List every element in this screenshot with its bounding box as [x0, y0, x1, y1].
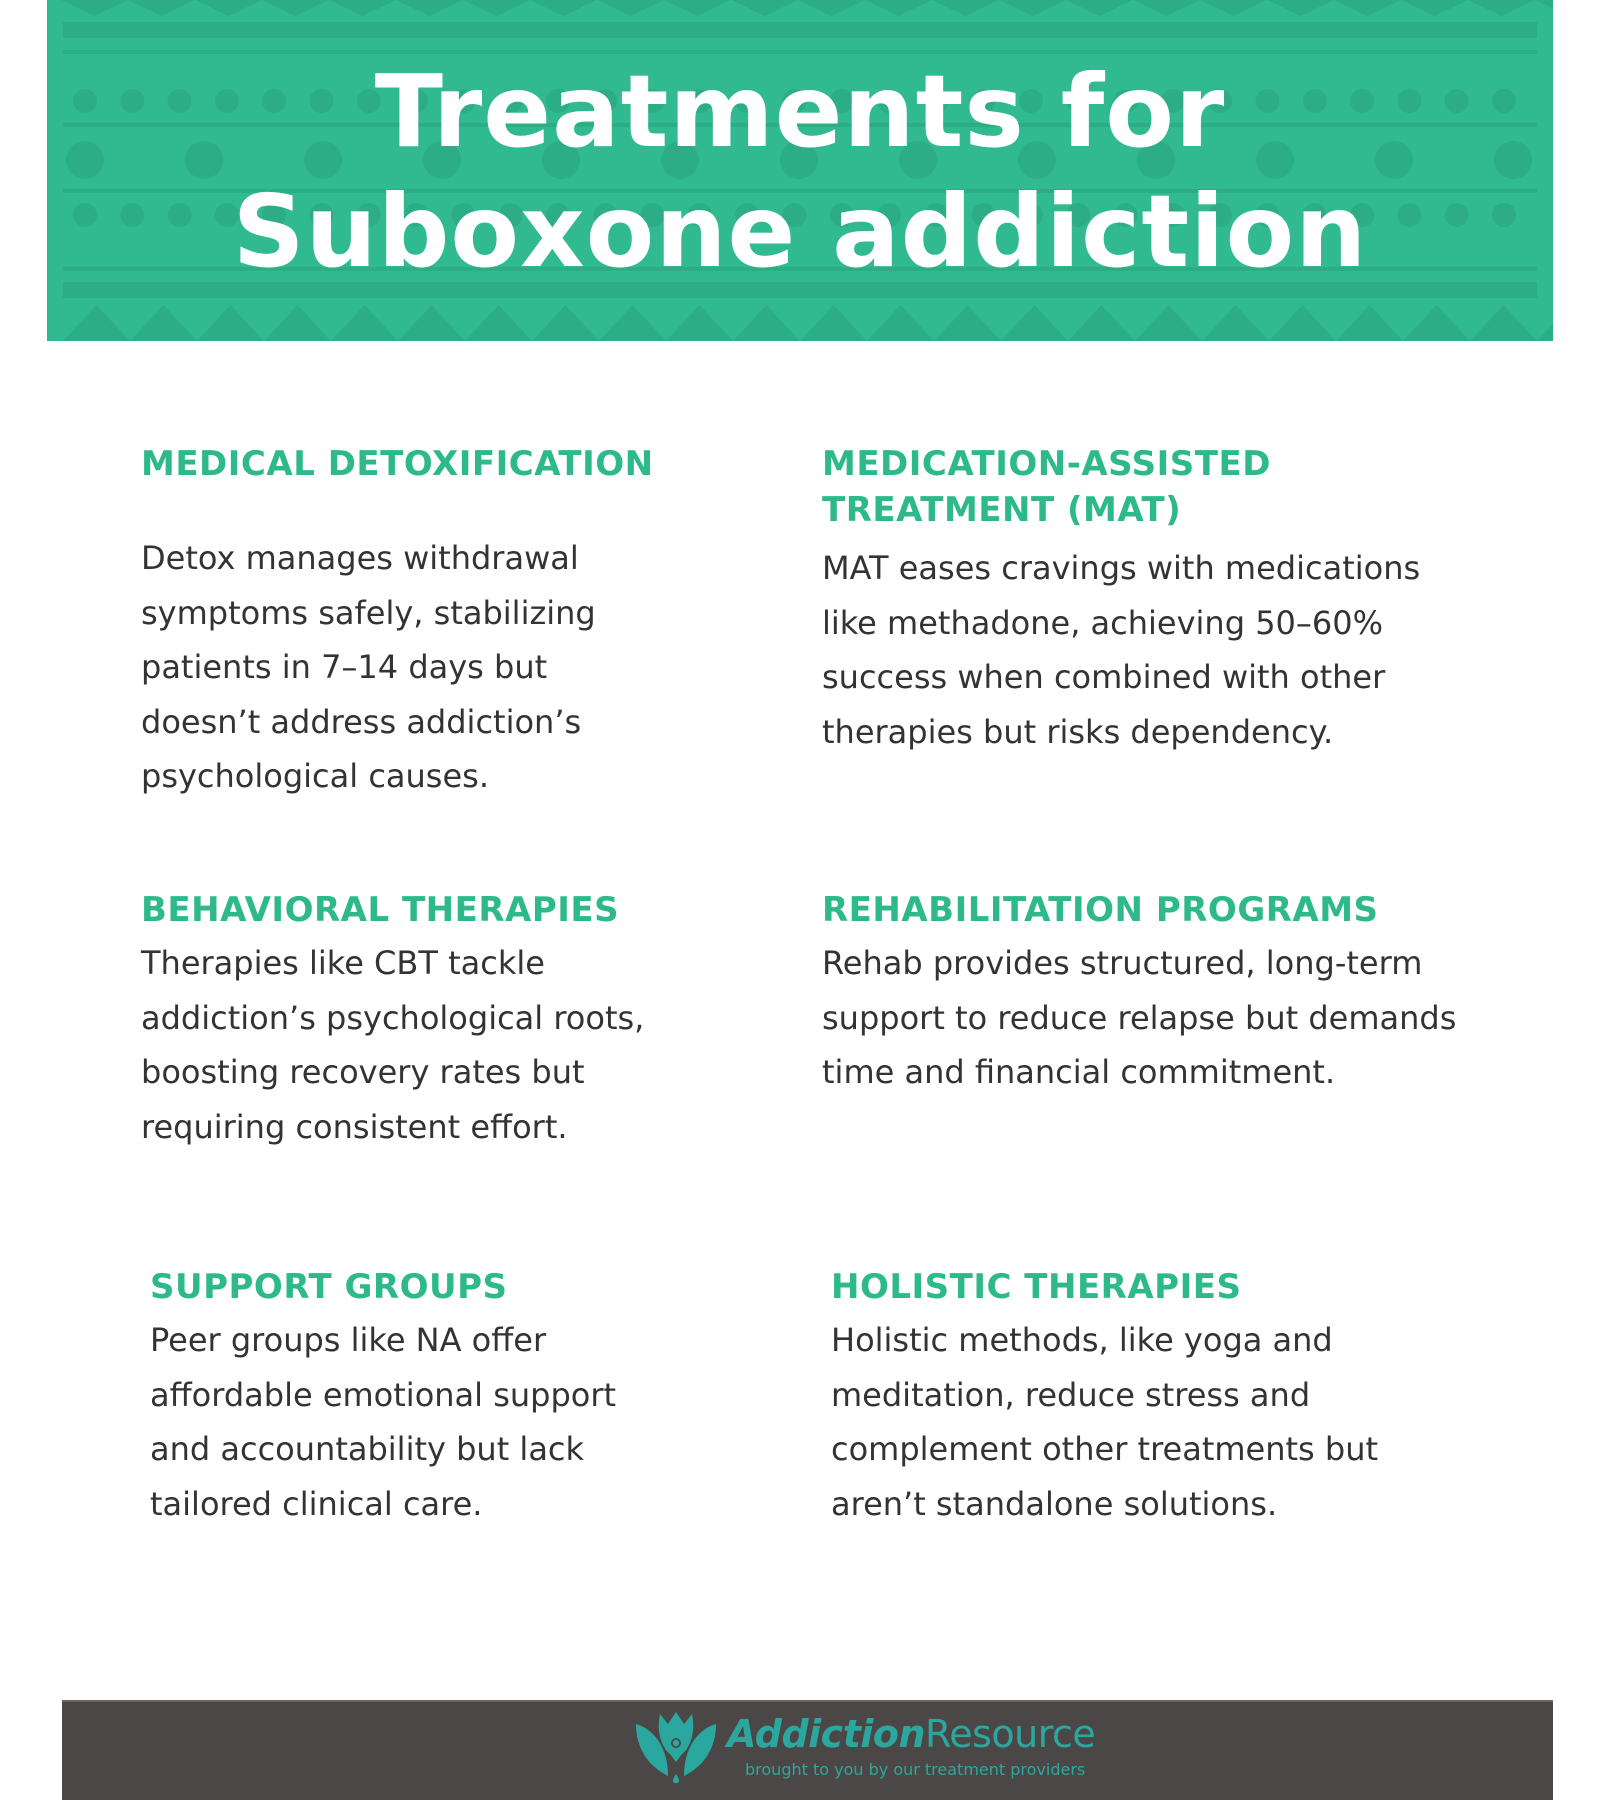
pattern-triangle — [934, 305, 1001, 341]
pattern-triangle — [1068, 305, 1135, 341]
pattern-triangle — [195, 0, 262, 16]
section-body: Peer groups like NA offer affordable emotional support and accountability but lack tailored clinical care. — [150, 1321, 617, 1523]
pattern-triangle — [1537, 305, 1553, 341]
pattern-triangle — [329, 0, 396, 16]
pattern-triangle — [264, 305, 331, 341]
footer — [62, 1700, 1553, 1800]
pattern-triangle — [130, 305, 197, 341]
pattern-triangle — [197, 305, 264, 341]
pattern-triangle — [932, 0, 999, 16]
title-line-1: Treatments for — [374, 53, 1226, 170]
pattern-triangle — [1334, 0, 1401, 16]
header-banner — [47, 0, 1553, 341]
pattern-triangle — [733, 305, 800, 341]
section-heading: BEHAVIORAL THERAPIES — [141, 890, 620, 930]
pattern-triangle — [1336, 305, 1403, 341]
section-heading: MEDICATION-ASSISTED TREATMENT (MAT) — [822, 444, 1271, 530]
pattern-triangle — [532, 305, 599, 341]
section-rehabilitation-programs — [822, 887, 1462, 1100]
section-heading: REHABILITATION PROGRAMS — [822, 890, 1379, 930]
brand-tagline: brought to you by our treatment providers — [745, 1760, 1086, 1779]
pattern-triangle — [1202, 305, 1269, 341]
section-heading: HOLISTIC THERAPIES — [831, 1267, 1242, 1307]
section-body: MAT eases cravings with medications like methadone, achieving 50–60% success when combined with other therapies but risks dependency. — [822, 549, 1421, 751]
section-support-groups — [150, 1264, 790, 1531]
section-heading: MEDICAL DETOXIFICATION — [141, 444, 654, 484]
pattern-triangle — [731, 0, 798, 16]
pattern-triangle — [599, 305, 666, 341]
section-heading: SUPPORT GROUPS — [150, 1267, 508, 1307]
pattern-triangle — [1468, 0, 1535, 16]
pattern-triangle — [331, 305, 398, 341]
pattern-triangle — [999, 0, 1066, 16]
pattern-triangle — [398, 305, 465, 341]
pattern-triangle — [1403, 305, 1470, 341]
pattern-triangle — [128, 0, 195, 16]
pattern-triangle — [1066, 0, 1133, 16]
brand-name — [727, 1710, 1095, 1758]
pattern-triangle — [1267, 0, 1334, 16]
pattern-triangle — [530, 0, 597, 16]
pattern-triangle — [1269, 305, 1336, 341]
pattern-triangle — [463, 0, 530, 16]
section-body: Detox manages withdrawal symptoms safely, stabilizing patients in 7–14 days but doesn’t address addiction’s psychological causes. — [141, 539, 596, 795]
pattern-triangle — [798, 0, 865, 16]
section-body: Holistic methods, like yoga and meditation, reduce stress and complement other treatments but aren’t standalone solutions. — [831, 1321, 1379, 1523]
pattern-triangle — [666, 305, 733, 341]
pattern-triangle — [1401, 0, 1468, 16]
pattern-triangle — [396, 0, 463, 16]
section-body: Therapies like CBT tackle addiction’s psychological roots, boosting recovery rates but requiring consistent effort. — [141, 944, 645, 1146]
pattern-triangle — [61, 0, 128, 16]
section-holistic-therapies — [831, 1264, 1471, 1531]
section-behavioral-therapies — [141, 887, 781, 1154]
pattern-triangle — [865, 0, 932, 16]
pattern-triangle — [465, 305, 532, 341]
pattern-triangle — [1470, 305, 1537, 341]
pattern-triangle — [63, 305, 130, 341]
pattern-triangle — [597, 0, 664, 16]
pattern-triangle — [1001, 305, 1068, 341]
pattern-triangle — [1135, 305, 1202, 341]
brand-name-part1: Addiction — [727, 1712, 926, 1756]
pattern-triangle — [800, 305, 867, 341]
pattern-triangle — [262, 0, 329, 16]
pattern-triangle — [1133, 0, 1200, 16]
section-body: Rehab provides structured, long-term support to reduce relapse but demands time and financial commitment. — [822, 944, 1457, 1091]
lotus-person-icon — [634, 1710, 718, 1786]
title-line-2: Suboxone addiction — [232, 173, 1368, 290]
pattern-triangle — [664, 0, 731, 16]
brand-name-part2: Resource — [925, 1712, 1096, 1756]
section-medication-assisted-treatment — [822, 441, 1462, 759]
pattern-stripe — [63, 22, 1537, 38]
section-medical-detoxification — [141, 441, 781, 804]
pattern-triangle — [867, 305, 934, 341]
pattern-triangle — [1535, 0, 1553, 16]
pattern-triangle — [1200, 0, 1267, 16]
